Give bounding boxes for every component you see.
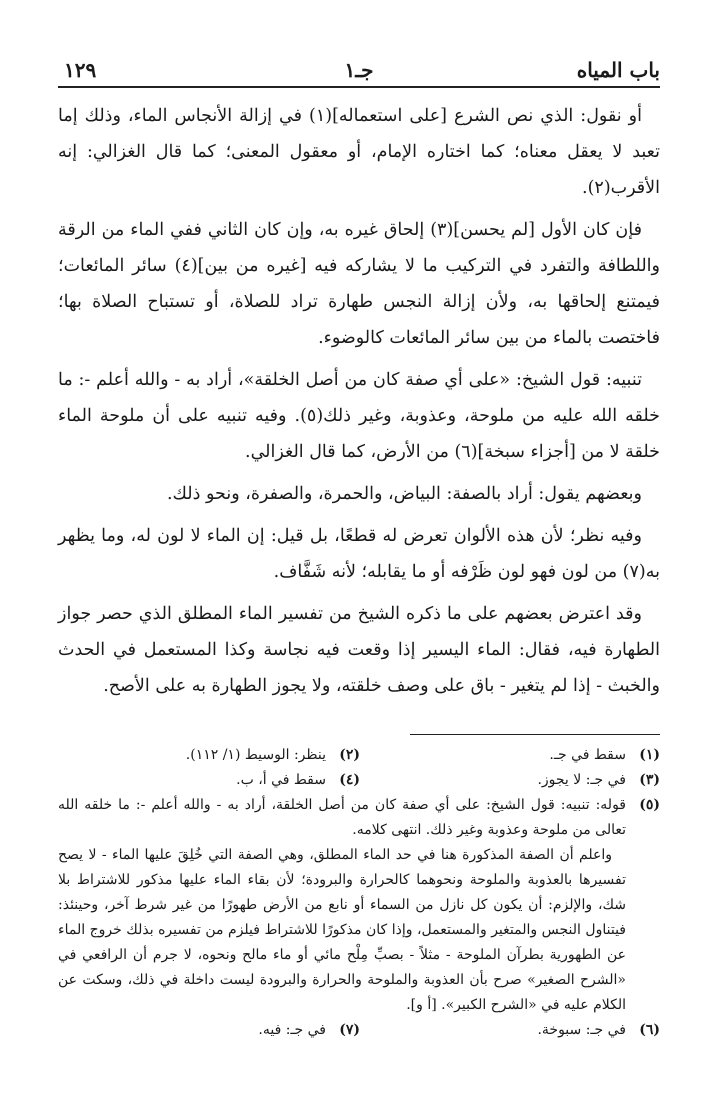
paragraph: فإن كان الأول [لم يحسن](٣) إلحاق غيره به، وإن كان الثاني ففي الماء من الرقة واللطافة والتفرد في التركيب ما لا يشاركه فيه [غيره من بين](٤) سائر المائعات؛ فيمتنع إلحاقها به، ولأن إزالة النجس طهارة تراد للصلاة، أو تستباح الصلاة بها؛ فاختصت بالماء من بين سائر المائعات كالوضوء. [58,220,660,348]
footnote-text: في جـ: سبوخة. [537,1022,626,1038]
footnote-number: (٢) [339,747,360,763]
footnote-1 [360,743,660,768]
footnote-row [58,1018,660,1043]
footnote-text: في جـ: فيه. [258,1022,326,1038]
running-header [58,52,660,86]
paragraph: وقد اعترض بعضهم على ما ذكره الشيخ من تفسير الماء المطلق الذي حصر جواز الطهارة فيه، فقال: الماء اليسير إذا وقعت فيه نجاسة وكذا المستعمل في الحدث والخبث - إذا لم يتغير - باق على وصف خلقته، ولا يجوز الطهارة به على الأصح. [58,604,660,696]
footnote-text [58,793,626,1018]
footnote-number: (١) [639,747,660,763]
paragraph: وبعضهم يقول: أراد بالصفة: البياض، والحمرة، والصفرة، ونحو ذلك. [166,484,642,504]
footnote-separator [410,734,660,735]
footnote-paragraph: قوله: تنبيه: قول الشيخ: على أي صفة كان من أصل الخلقة، أراد به - والله أعلم -: ما خلقه الله تعالى من ملوحة وعذوبة وغير ذلك. انتهى كلامه. [58,797,626,838]
book-page [58,52,660,1043]
footnote-row [58,768,660,793]
footnote-number: (٣) [639,772,660,788]
footnote-text: سقط في أ، ب. [236,772,326,788]
footnote-7 [60,1018,360,1043]
page-number: ١٢٩ [64,58,97,82]
main-text [58,98,660,704]
footnote-number: (٧) [339,1022,360,1038]
footnote-number: (٤) [339,772,360,788]
footnotes [58,743,660,1043]
footnote-text: ينظر: الوسيط (١/ ١١٢). [185,747,326,763]
footnote-text: سقط في جـ. [549,747,626,763]
section-title: باب المياه [576,58,660,82]
footnote-5 [58,793,660,1018]
footnote-2 [60,743,360,768]
header-rule [58,86,660,88]
volume-label: جـ١ [344,58,374,82]
footnote-row [58,743,660,768]
footnote-3 [360,768,660,793]
footnote-6 [360,1018,660,1043]
paragraph: أو نقول: الذي نص الشرع [على استعماله](١) في إزالة الأنجاس الماء، وذلك إما تعبد لا يعقل معناه؛ كما اختاره الإمام، أو معقول المعنى؛ كما قال الغزالي: إنه الأقرب(٢). [58,106,660,198]
footnote-4 [60,768,360,793]
paragraph: وفيه نظر؛ لأن هذه الألوان تعرض له قطعًا، بل قيل: إن الماء لا لون له، وما يظهر به(٧) من لون فهو لون ظَرْفه أو ما يقابله؛ لأنه شَفَّاف. [58,526,660,582]
footnote-number: (٥) [639,797,660,813]
footnote-paragraph: واعلم أن الصفة المذكورة هنا في حد الماء المطلق، وهي الصفة التي خُلِقَ عليها الماء - لا يصح تفسيرها بالعذوبة والملوحة ونحوهما كالحرارة والبرودة؛ لأن بقاء الماء عليها مذكور للاشتراط بلا شك، والإلزم: أن يكون كل نازل من السماء أو نابع من الأرض طهورًا من غير شرط آخر، وحينئذ: فيتناول النجس والمتغير والمستعمل، وإذا كان مذكورًا للاشتراط فيلزم من تفسيره بذلك خروج الماء عن الطهورية بطرآن الملوحة - مثلاً - بصبِّ مِلْح مائي أو ماء مالح ونحوه، لا جرم أن الرافعي في «الشرح الصغير» صرح بأن العذوبة والملوحة والحرارة والبرودة ليست داخلة في ذلك، وسكت عن الكلام عليه في «الشرح الكبير». [أ و]. [58,847,626,1013]
paragraph: تنبيه: قول الشيخ: «على أي صفة كان من أصل الخلقة»، أراد به - والله أعلم -: ما خلقه الله عليه من ملوحة، وعذوبة، وغير ذلك(٥). وفيه تنبيه على أن ملوحة الماء خلقة لا من [أجزاء سبخة](٦) من الأرض، كما قال الغزالي. [58,370,660,462]
footnote-number: (٦) [639,1022,660,1038]
footnote-text: في جـ: لا يجوز. [537,772,626,788]
